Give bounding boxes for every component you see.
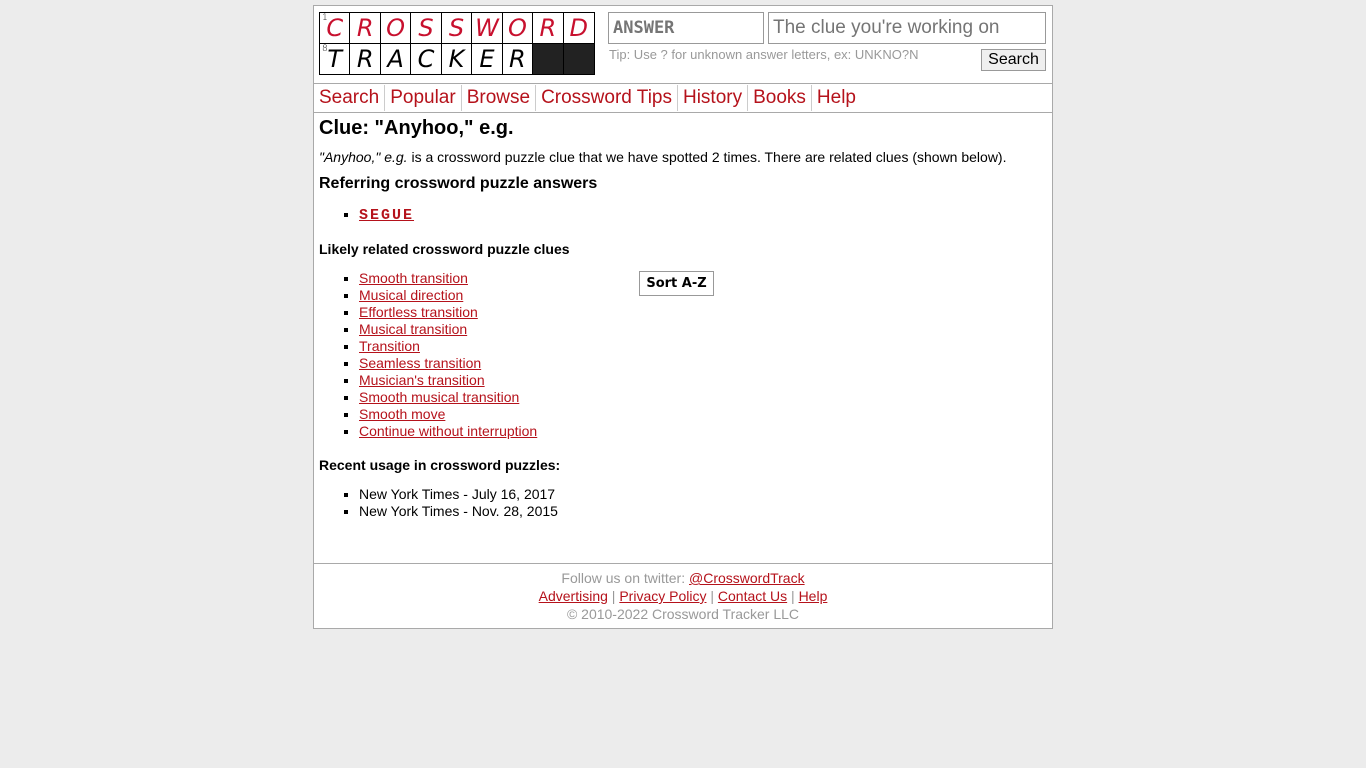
logo-cell xyxy=(472,44,502,75)
separator: | xyxy=(710,588,714,604)
nav-browse[interactable]: Browse xyxy=(462,85,536,111)
logo-cell xyxy=(381,13,411,44)
recent-usage-list xyxy=(319,486,558,520)
logo-letter: S xyxy=(418,13,434,42)
logo-cell xyxy=(320,13,350,44)
logo-cell xyxy=(503,13,533,44)
list-item xyxy=(359,206,414,224)
related-clue-link[interactable]: Seamless transition xyxy=(359,355,482,371)
logo-letter: K xyxy=(448,44,465,73)
footer-follow xyxy=(314,569,1052,587)
list-item xyxy=(359,304,537,321)
main-nav xyxy=(314,83,1052,113)
copyright: © 2010-2022 Crossword Tracker LLC xyxy=(566,606,800,622)
page-title: Clue: "Anyhoo," e.g. xyxy=(319,117,514,139)
list-item: ▪ New York Times - Nov. 28, 2015 xyxy=(359,503,558,520)
footer xyxy=(314,563,1052,629)
related-heading: Likely related crossword puzzle clues xyxy=(319,241,570,257)
logo-number: 1 xyxy=(322,13,328,23)
follow-text: Follow us on twitter: xyxy=(561,570,689,586)
logo-letter: R xyxy=(539,13,557,42)
list-item xyxy=(359,423,537,440)
related-clue-link[interactable]: Musical direction xyxy=(359,287,464,303)
related-clue-link[interactable]: Musical transition xyxy=(359,321,468,337)
contact-us-link[interactable]: Contact Us xyxy=(717,588,788,604)
logo-cell xyxy=(472,13,502,44)
list-item xyxy=(359,338,537,355)
twitter-link[interactable]: @CrosswordTrack xyxy=(689,570,805,586)
logo-cell xyxy=(442,44,472,75)
logo-letter: C xyxy=(326,13,344,42)
list-item xyxy=(359,321,537,338)
logo-cell xyxy=(350,44,380,75)
privacy-policy-link[interactable]: Privacy Policy xyxy=(619,588,707,604)
logo-cell xyxy=(411,13,441,44)
site-logo[interactable] xyxy=(319,12,595,75)
logo-letter: R xyxy=(356,13,374,42)
search-button[interactable]: Search xyxy=(981,49,1046,71)
related-clue-link[interactable]: Smooth transition xyxy=(359,270,468,286)
footer-help-link[interactable]: Help xyxy=(798,588,828,604)
clue-input[interactable] xyxy=(768,12,1046,44)
related-clue-link[interactable]: Transition xyxy=(359,338,420,354)
logo-number: 8 xyxy=(322,43,328,54)
answer-input[interactable] xyxy=(608,12,764,44)
answer-link[interactable]: SEGUE xyxy=(359,207,415,224)
list-item xyxy=(359,372,537,389)
logo-letter: C xyxy=(417,44,435,73)
sort-az-button[interactable]: Sort A-Z xyxy=(639,271,714,296)
list-item: ▪ New York Times - July 16, 2017 xyxy=(359,486,558,503)
logo-cell xyxy=(411,44,441,75)
logo-cell xyxy=(350,13,380,44)
separator: | xyxy=(791,588,795,604)
recent-heading: Recent usage in crossword puzzles: xyxy=(319,457,561,473)
logo-cell xyxy=(503,44,533,75)
logo-cell xyxy=(533,13,563,44)
clue-description xyxy=(319,149,1007,165)
logo-letter: A xyxy=(387,44,404,73)
related-clue-link[interactable]: Smooth move xyxy=(359,406,446,422)
related-clue-link[interactable]: Smooth musical transition xyxy=(359,389,520,405)
search-tip: Tip: Use ? for unknown answer letters, ex: UNKNO?N xyxy=(609,47,919,62)
logo-letter: R xyxy=(509,44,526,73)
list-item xyxy=(359,287,537,304)
logo-letter: O xyxy=(507,13,527,42)
nav-help[interactable]: Help xyxy=(816,87,856,108)
nav-popular[interactable]: Popular xyxy=(385,85,462,111)
nav-crossword-tips[interactable]: Crossword Tips xyxy=(536,85,678,111)
answers-heading: Referring crossword puzzle answers xyxy=(319,175,598,192)
logo-cell xyxy=(442,13,472,44)
related-clue-link[interactable]: Effortless transition xyxy=(359,304,478,320)
nav-books[interactable]: Books xyxy=(748,85,812,111)
separator: | xyxy=(611,588,616,604)
related-clue-link[interactable]: Musician's transition xyxy=(359,372,485,388)
logo-black-cell xyxy=(533,44,563,75)
logo-letter: E xyxy=(479,44,495,73)
list-item xyxy=(359,355,537,372)
logo-letter: O xyxy=(386,13,406,42)
list-item xyxy=(359,270,537,287)
logo-cell xyxy=(564,13,594,44)
logo-cell xyxy=(381,44,411,75)
page-container xyxy=(313,5,1053,629)
logo-black-cell xyxy=(564,44,594,75)
related-clue-link[interactable]: Continue without interruption xyxy=(359,423,538,439)
answers-list xyxy=(319,206,414,224)
list-item xyxy=(359,406,537,423)
clue-text: "Anyhoo," e.g. xyxy=(319,149,408,165)
footer-links xyxy=(314,587,1052,605)
logo-letter: R xyxy=(356,44,374,73)
list-item xyxy=(359,389,537,406)
logo-cell xyxy=(320,44,350,75)
advertising-link[interactable]: Advertising xyxy=(538,588,608,604)
related-clues-list xyxy=(319,270,537,440)
logo-letter: T xyxy=(327,44,343,73)
logo-letter: W xyxy=(475,13,499,42)
logo-letter: D xyxy=(569,13,589,42)
description-text: is a crossword puzzle clue that we have spotted 2 times. There are related clues (shown below). xyxy=(407,149,1007,165)
nav-search[interactable]: Search xyxy=(314,85,385,111)
logo-letter: S xyxy=(448,13,465,42)
nav-history[interactable]: History xyxy=(678,85,748,111)
